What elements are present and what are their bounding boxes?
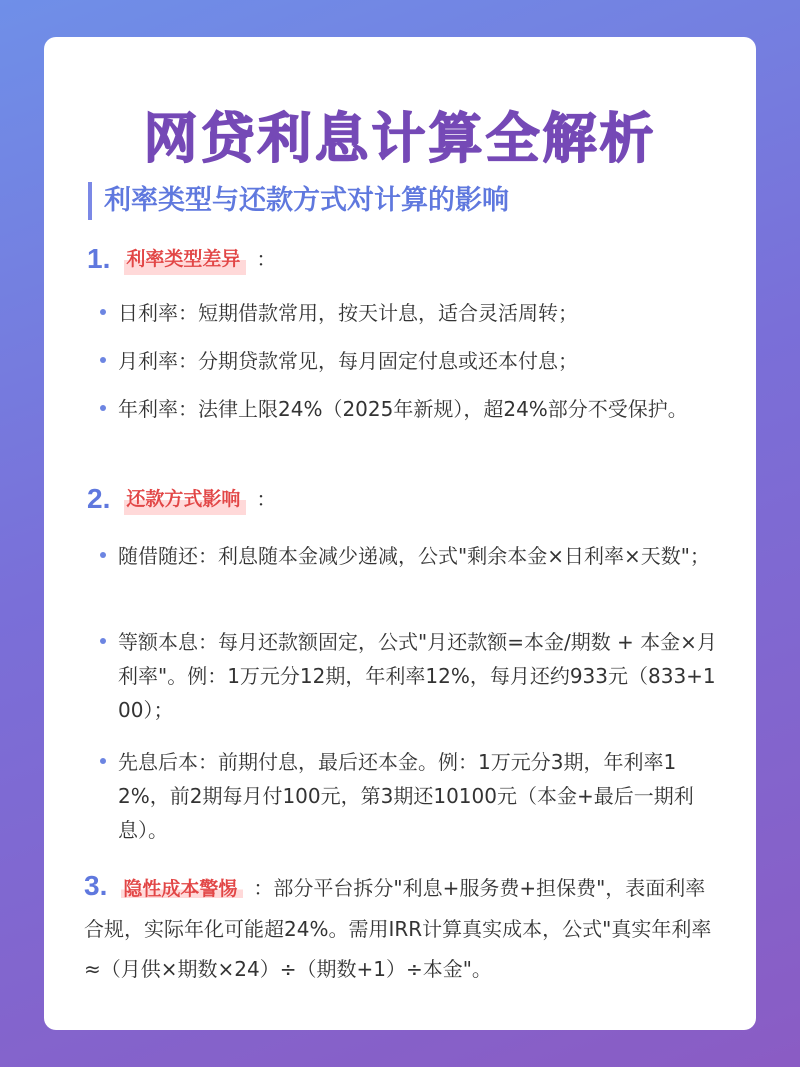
item-1-colon: ： [256,247,277,271]
item-3-paragraph [84,866,724,989]
bullet-dot-icon [100,357,106,363]
list-item [100,625,720,727]
item-1-number: 1. [87,243,111,274]
item-3-colon: ： [253,876,274,900]
bullet-dot-icon [100,552,106,558]
bullet-dot-icon [100,405,106,411]
page-title: 网贷利息计算全解析 [143,107,657,170]
content-card [44,37,756,1030]
list-item [100,296,720,330]
item-2-highlight: 还款方式影响 [124,479,246,519]
list-item [100,344,720,378]
item-2-colon: ： [256,487,277,511]
item-3-number: 3. [84,870,108,901]
item-1-highlight: 利率类型差异 [124,239,246,279]
list-item-text: 随借随还：利息随本金减少递减，公式"剩余本金×日利率×天数"； [118,544,710,568]
item-2-heading [87,479,276,519]
list-item [100,392,720,426]
item-3-text: 部分平台拆分"利息+服务费+担保费"，表面利率合规，实际年化可能超24%。需用IRR计算真实成本，公式"真实年利率≈（月供×期数×24）÷（期数+1）÷本金"。 [84,876,712,981]
item-3-highlight: 隐性成本警惕 [121,878,243,900]
item-2-number: 2. [87,483,111,514]
list-item-text: 月利率：分期贷款常见，每月固定付息或还本付息； [118,349,578,373]
list-item [100,539,720,573]
list-item-text: 日利率：短期借款常用，按天计息，适合灵活周转； [118,301,578,325]
list-item-text: 先息后本：前期付息，最后还本金。例：1万元分3期，年利率12%，前2期每月付100元，第3期还10100元（本金+最后一期利息）。 [118,750,694,842]
bullet-dot-icon [100,758,106,764]
section-heading: 利率类型与还款方式对计算的影响 [88,182,509,220]
list-item-text: 等额本息：每月还款额固定，公式"月还款额=本金/期数 + 本金×月利率"。例：1万元分12期，年利率12%，每月还约933元（833+100）； [118,630,717,722]
bullet-dot-icon [100,309,106,315]
item-1-heading [87,239,276,279]
list-item-text: 年利率：法律上限24%（2025年新规），超24%部分不受保护。 [118,397,688,421]
bullet-dot-icon [100,638,106,644]
list-item [100,745,720,847]
